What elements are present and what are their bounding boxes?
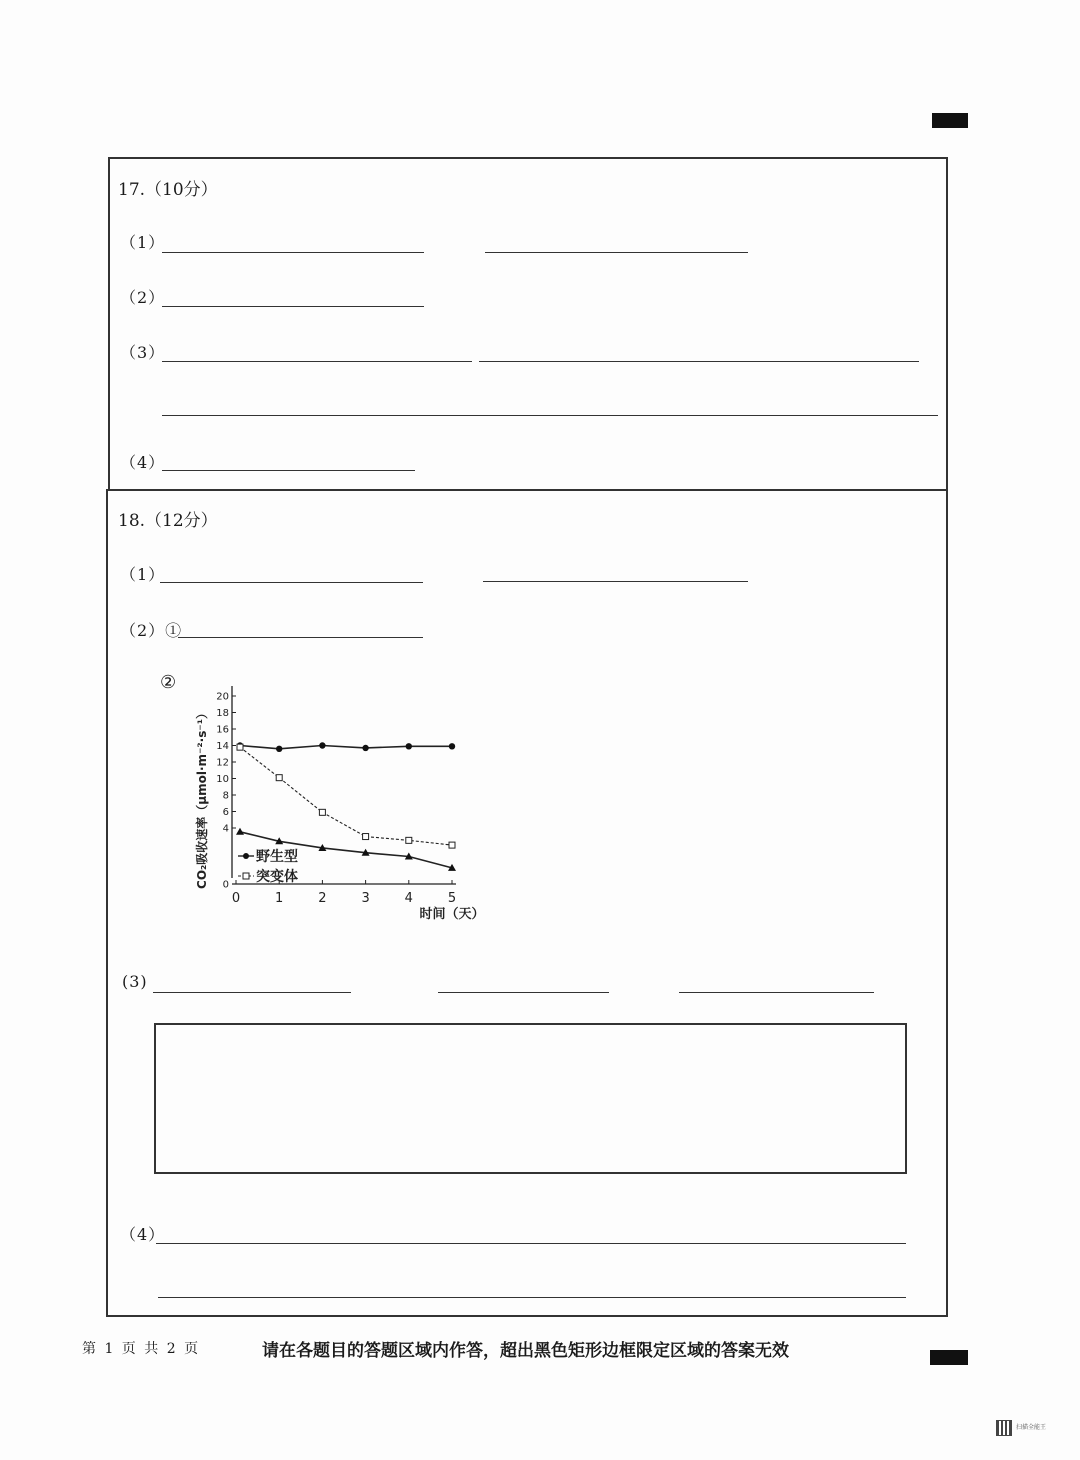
x-tick-label: 4 (404, 891, 413, 906)
data-point (406, 743, 412, 749)
data-point (237, 744, 243, 750)
legend-marker (243, 873, 249, 879)
data-point (276, 746, 282, 752)
y-tick-label: 18 (216, 708, 229, 719)
x-tick-label: 5 (447, 891, 457, 906)
q18-part1-answer-line-b[interactable] (483, 581, 748, 582)
x-tick-label: 2 (318, 891, 327, 906)
q18-part1-label: （1） (120, 565, 166, 584)
data-point (319, 809, 325, 815)
qr-code-icon (996, 1420, 1012, 1436)
data-point (362, 745, 368, 751)
data-point (363, 834, 369, 840)
q18-part3-label: (3) (122, 972, 148, 991)
y-tick-label: 8 (222, 790, 229, 802)
legend-marker (243, 853, 249, 859)
q18-title: 18.（12分） (118, 511, 218, 531)
q18-part3-answer-box[interactable] (154, 1023, 907, 1174)
answer-region-q17 (108, 157, 948, 491)
y-tick-label: 20 (216, 691, 229, 703)
series-line (240, 746, 452, 749)
data-point (449, 842, 455, 848)
data-point (236, 828, 244, 835)
q17-part3-answer-line-b[interactable] (479, 361, 919, 362)
alignment-marker-bottom (930, 1350, 968, 1365)
y-tick-label: 16 (216, 724, 229, 736)
q18-part3-answer-line-a[interactable] (153, 992, 351, 993)
q18-part2-1-label: （2）① (120, 621, 183, 640)
y-tick-label: 6 (222, 807, 229, 818)
q18-part1-answer-line-a[interactable] (160, 582, 423, 583)
page-number: 第 1 页 共 2 页 (82, 1341, 201, 1357)
q17-part3-answer-line-c[interactable] (162, 415, 938, 416)
y-tick-label: 0 (222, 879, 229, 891)
x-tick-label: 0 (231, 891, 241, 906)
legend-label: 突变体 (256, 869, 298, 885)
alignment-marker-top (932, 113, 968, 128)
q18-part4-label: （4） (120, 1225, 166, 1244)
y-tick-label: 12 (216, 757, 229, 769)
q18-part4-answer-line-b[interactable] (158, 1297, 906, 1298)
q18-part2-2-label: ② (160, 672, 178, 693)
q18-part3-answer-line-b[interactable] (438, 992, 609, 993)
series-line (240, 747, 452, 845)
co2-absorption-chart (180, 670, 510, 930)
q18-part4-answer-line-a[interactable] (156, 1243, 906, 1244)
q17-part1-label: （1） (120, 233, 166, 252)
y-tick-label: 10 (216, 774, 229, 785)
y-axis-label: CO₂吸收速率（μmol·m⁻²·s⁻¹） (195, 707, 209, 889)
x-axis-label: 时间（天） (419, 907, 485, 922)
data-point (449, 743, 455, 749)
x-tick-label: 1 (275, 891, 284, 906)
scanner-watermark: 扫描全能王 (1016, 1424, 1047, 1431)
q17-part2-label: （2） (120, 288, 166, 307)
data-point (276, 775, 282, 781)
x-tick-label: 3 (361, 891, 370, 906)
q17-part2-answer-line[interactable] (162, 306, 424, 307)
q17-part1-answer-line-b[interactable] (485, 252, 748, 253)
q18-part3-answer-line-c[interactable] (679, 992, 874, 993)
q17-part1-answer-line-a[interactable] (162, 252, 424, 253)
data-point (406, 837, 412, 843)
q17-title: 17.（10分） (118, 180, 218, 200)
q17-part4-label: （4） (120, 453, 166, 472)
legend-label: 野生型 (256, 849, 298, 865)
y-tick-label: 4 (222, 823, 229, 835)
y-tick-label: 14 (216, 741, 229, 752)
q18-part2-1-answer-line[interactable] (178, 637, 423, 638)
q17-part3-answer-line-a[interactable] (162, 361, 472, 362)
q17-part3-label: （3） (120, 343, 166, 362)
footer-notice: 请在各题目的答题区域内作答，超出黑色矩形边框限定区域的答案无效 (262, 1341, 789, 1361)
data-point (319, 742, 325, 748)
q17-part4-answer-line[interactable] (162, 470, 415, 471)
